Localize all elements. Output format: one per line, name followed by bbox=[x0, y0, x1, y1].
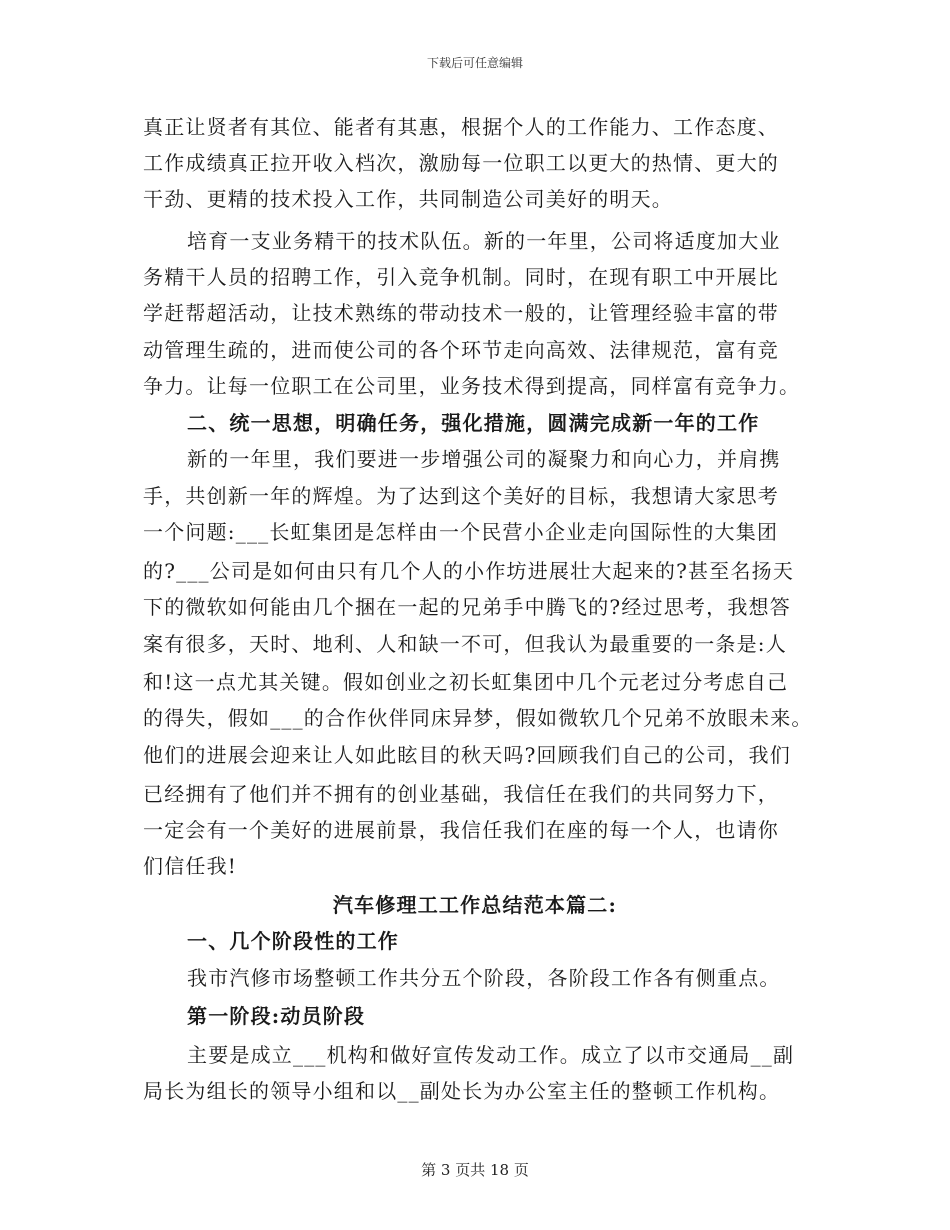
body-line: 学赶帮超活动，让技术熟练的带动技术一般的，让管理经验丰富的带 bbox=[143, 301, 779, 325]
body-line: 动管理生疏的，进而使公司的各个环节走向高效、法律规范，富有竞 bbox=[143, 338, 779, 362]
page-header-note: 下载后可任意编辑 bbox=[426, 56, 523, 70]
article-title: 汽车修理工工作总结范本篇二: bbox=[332, 893, 618, 917]
body-line: 们信任我! bbox=[143, 854, 238, 878]
body-line: 手，共创新一年的辉煌。为了达到这个美好的目标，我想请大家思考 bbox=[143, 484, 779, 508]
body-line: 真正让贤者有其位、能者有其惠，根据个人的工作能力、工作态度、 bbox=[143, 115, 779, 139]
paragraph-start-line: 培育一支业务精干的技术队伍。新的一年里，公司将适度加大业 bbox=[187, 229, 781, 253]
body-line: 的?___公司是如何由只有几个人的小作坊进展壮大起来的?甚至名扬天 bbox=[143, 559, 795, 583]
body-line: 已经拥有了他们并不拥有的创业基础，我信任在我们的共同努力下， bbox=[143, 782, 779, 806]
paragraph-start-line: 我市汽修市场整顿工作共分五个阶段，各阶段工作各有侧重点。 bbox=[187, 966, 781, 990]
body-line: 工作成绩真正拉开收入档次，激励每一位职工以更大的热情、更大的 bbox=[143, 151, 779, 175]
body-line: 一个问题:___长虹集团是怎样由一个民营小企业走向国际性的大集团 bbox=[143, 520, 779, 544]
body-line: 案有很多，天时、地利、人和缺一不可，但我认为最重要的一条是:人 bbox=[143, 632, 787, 656]
body-line: 争力。让每一位职工在公司里，业务技术得到提高，同样富有竞争力。 bbox=[143, 374, 801, 398]
body-line: 干劲、更精的技术投入工作，共同制造公司美好的明天。 bbox=[143, 187, 673, 211]
body-line: 下的微软如何能由几个捆在一起的兄弟手中腾飞的?经过思考，我想答 bbox=[143, 595, 791, 619]
body-line: 的得失，假如___的合作伙伴同床异梦，假如微软几个兄弟不放眼未来。 bbox=[143, 706, 813, 730]
body-line: 局长为组长的领导小组和以__副处长为办公室主任的整顿工作机构。 bbox=[143, 1079, 781, 1103]
section-heading: 二、统一思想，明确任务，强化措施，圆满完成新一年的工作 bbox=[187, 411, 760, 435]
body-line: 他们的进展会迎来让人如此眩目的秋天吗?回顾我们自己的公司，我们 bbox=[143, 743, 791, 767]
body-line: 和!这一点尤其关键。假如创业之初长虹集团中几个元老过分考虑自己 bbox=[143, 670, 789, 694]
page-number-footer: 第 3 页共 18 页 bbox=[421, 1161, 529, 1179]
body-line: 一定会有一个美好的进展前景，我信任我们在座的每一个人，也请你 bbox=[143, 818, 779, 842]
paragraph-start-line: 主要是成立___机构和做好宣传发动工作。成立了以市交通局__副 bbox=[187, 1043, 795, 1067]
section-heading: 一、几个阶段性的工作 bbox=[187, 929, 399, 953]
subsection-heading: 第一阶段:动员阶段 bbox=[187, 1004, 366, 1028]
paragraph-start-line: 新的一年里，我们要进一步增强公司的凝聚力和向心力，并肩携 bbox=[187, 447, 781, 471]
body-line: 务精干人员的招聘工作，引入竞争机制。同时，在现有职工中开展比 bbox=[143, 265, 779, 289]
